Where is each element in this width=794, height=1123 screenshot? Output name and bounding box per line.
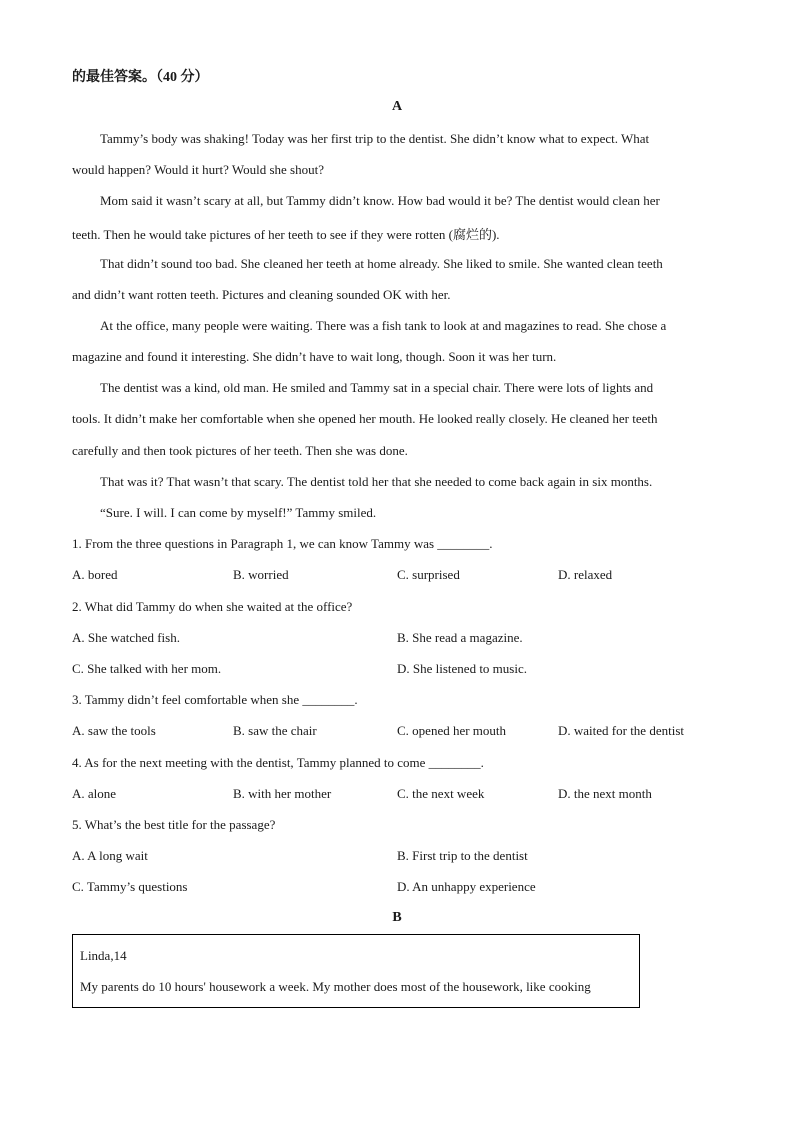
question-2-stem: 2. What did Tammy do when she waited at the office? bbox=[72, 599, 353, 614]
passage-line: would happen? Would it hurt? Would she shout? bbox=[72, 162, 324, 177]
question-1-option-c[interactable]: C. surprised bbox=[397, 567, 460, 582]
question-4-option-a[interactable]: A. alone bbox=[72, 786, 117, 801]
question-5-stem: 5. What’s the best title for the passage? bbox=[72, 817, 276, 832]
question-2-option-b[interactable]: B. She read a magazine. bbox=[397, 630, 523, 645]
question-3-stem: 3. Tammy didn’t feel comfortable when she ________. bbox=[72, 692, 358, 707]
question-1-option-b[interactable]: B. worried bbox=[233, 567, 289, 582]
question-3-option-d[interactable]: D. waited for the dentist bbox=[558, 723, 684, 738]
passage-line: At the office, many people were waiting. There was a fish tank to look at and magazines to read. She chose a bbox=[100, 318, 667, 333]
box-person-name: Linda,14 bbox=[80, 948, 127, 963]
passage-line: That didn’t sound too bad. She cleaned her teeth at home already. She liked to smile. She wanted clean teeth bbox=[100, 256, 663, 271]
section-a-label: A bbox=[391, 99, 403, 114]
question-1-stem: 1. From the three questions in Paragraph 1, we can know Tammy was ________. bbox=[72, 536, 493, 551]
passage-line: teeth. Then he would take pictures of her teeth to see if they were rotten (腐烂的). bbox=[72, 227, 500, 242]
question-5-option-a[interactable]: A. A long wait bbox=[72, 848, 148, 863]
question-4-option-c[interactable]: C. the next week bbox=[397, 786, 485, 801]
passage-line: magazine and found it interesting. She didn’t have to wait long, though. Soon it was her turn. bbox=[72, 349, 557, 364]
question-2-option-c[interactable]: C. She talked with her mom. bbox=[72, 661, 222, 676]
section-b-label: B bbox=[392, 910, 402, 925]
passage-line: Mom said it wasn’t scary at all, but Tammy didn’t know. How bad would it be? The dentist would clean her bbox=[100, 193, 660, 208]
question-2-option-d[interactable]: D. She listened to music. bbox=[397, 661, 527, 676]
passage-line: Tammy’s body was shaking! Today was her first trip to the dentist. She didn’t know what to expect. What bbox=[100, 131, 650, 146]
question-4-stem: 4. As for the next meeting with the dentist, Tammy planned to come ________. bbox=[72, 755, 484, 770]
question-5-option-d[interactable]: D. An unhappy experience bbox=[397, 879, 536, 894]
passage-line: carefully and then took pictures of her teeth. Then she was done. bbox=[72, 443, 408, 458]
question-4-option-d[interactable]: D. the next month bbox=[558, 786, 652, 801]
question-3-option-c[interactable]: C. opened her mouth bbox=[397, 723, 507, 738]
question-4-option-b[interactable]: B. with her mother bbox=[233, 786, 332, 801]
question-5-option-b[interactable]: B. First trip to the dentist bbox=[397, 848, 528, 863]
section-b-text-box bbox=[72, 934, 640, 1008]
passage-line: The dentist was a kind, old man. He smiled and Tammy sat in a special chair. There were lots of lights and bbox=[100, 380, 654, 395]
question-1-option-a[interactable]: A. bored bbox=[72, 567, 118, 582]
question-5-option-c[interactable]: C. Tammy’s questions bbox=[72, 879, 188, 894]
question-3-option-b[interactable]: B. saw the chair bbox=[233, 723, 317, 738]
passage-line: and didn’t want rotten teeth. Pictures and cleaning sounded OK with her. bbox=[72, 287, 451, 302]
passage-line: “Sure. I will. I can come by myself!” Tammy smiled. bbox=[100, 505, 377, 520]
question-2-option-a[interactable]: A. She watched fish. bbox=[72, 630, 180, 645]
question-3-option-a[interactable]: A. saw the tools bbox=[72, 723, 156, 738]
question-1-option-d[interactable]: D. relaxed bbox=[558, 567, 613, 582]
instruction-tail: 的最佳答案。（40 分） bbox=[72, 70, 209, 85]
passage-line: That was it? That wasn’t that scary. The dentist told her that she needed to come back again in six months. bbox=[100, 474, 653, 489]
box-body-text: My parents do 10 hours' housework a week. My mother does most of the housework, like cooking bbox=[80, 979, 591, 994]
passage-line: tools. It didn’t make her comfortable when she opened her mouth. He looked really closely. He cleaned her teeth bbox=[72, 411, 658, 426]
